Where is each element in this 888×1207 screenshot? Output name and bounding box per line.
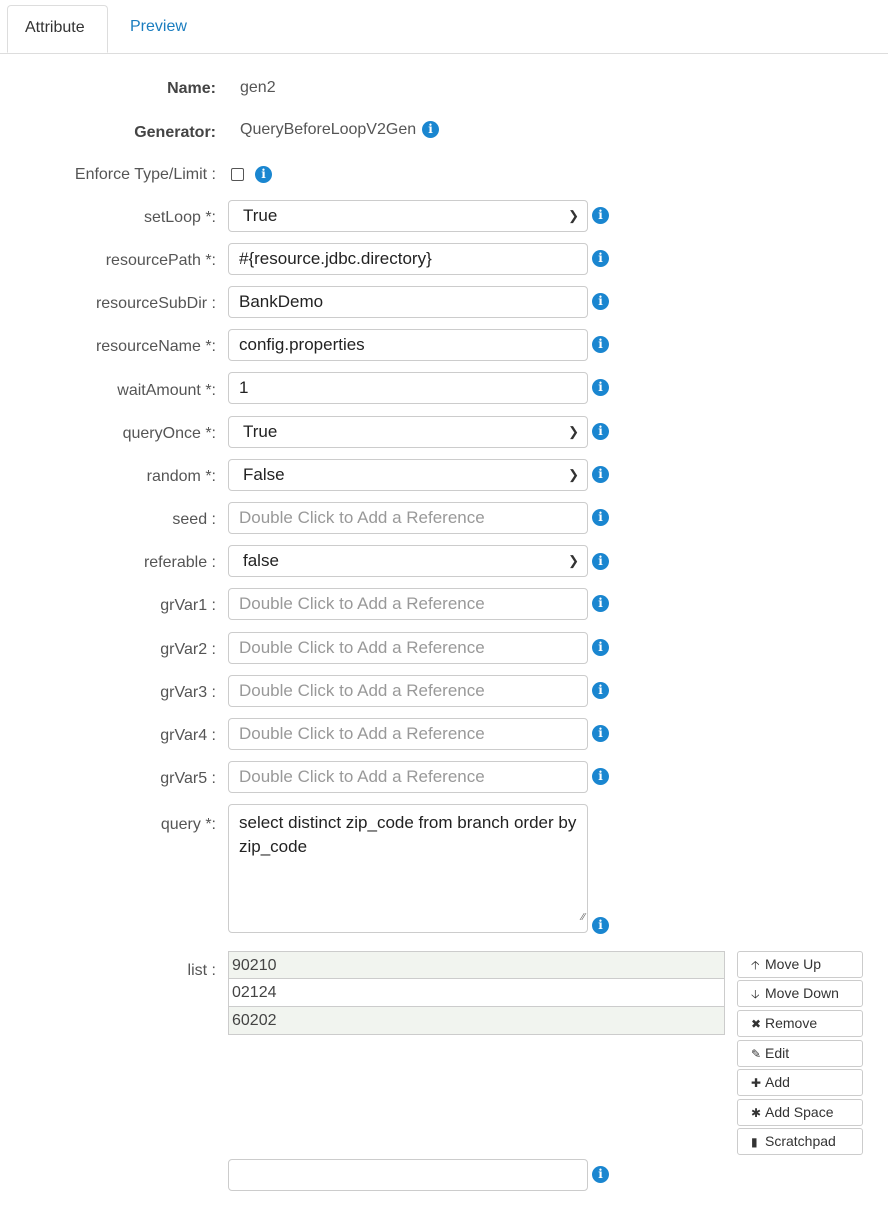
resourcepath-label: resourcePath *:: [105, 252, 216, 269]
info-icon[interactable]: i: [592, 509, 609, 526]
tab-bar: [0, 0, 888, 54]
resourcepath-input[interactable]: #{resource.jdbc.directory}: [228, 243, 588, 275]
remove-label: Remove: [765, 1015, 818, 1031]
queryonce-value: True: [243, 422, 278, 441]
resourcesubdir-input[interactable]: BankDemo: [228, 286, 588, 318]
query-textarea[interactable]: [228, 804, 588, 933]
info-icon[interactable]: i: [422, 121, 439, 138]
tab-preview[interactable]: Preview: [130, 18, 187, 35]
list-item[interactable]: 90210: [228, 951, 725, 979]
info-icon[interactable]: i: [592, 639, 609, 656]
referable-value: false: [243, 551, 279, 570]
info-icon[interactable]: i: [592, 379, 609, 396]
seed-input[interactable]: Double Click to Add a Reference: [228, 502, 588, 534]
chevron-down-icon: ❯: [568, 467, 579, 482]
query-label: query *:: [160, 816, 216, 833]
info-icon[interactable]: i: [592, 336, 609, 353]
chevron-down-icon: ❯: [568, 208, 579, 223]
move-down-button[interactable]: [737, 980, 863, 1007]
info-icon[interactable]: i: [592, 917, 609, 934]
add-space-label: Add Space: [765, 1104, 834, 1120]
queryonce-label: queryOnce *:: [122, 425, 216, 442]
list-label: list :: [187, 962, 216, 979]
move-up-label: Move Up: [765, 956, 822, 972]
times-icon: ✖: [751, 1017, 762, 1031]
grvar1-input[interactable]: Double Click to Add a Reference: [228, 588, 588, 620]
info-icon[interactable]: i: [592, 423, 609, 440]
resourcename-label: resourceName *:: [95, 338, 216, 355]
referable-label: referable :: [143, 554, 216, 571]
setloop-value: True: [243, 206, 278, 225]
info-icon[interactable]: i: [592, 553, 609, 570]
file-icon: ▮: [751, 1135, 758, 1149]
chevron-down-icon: ❯: [568, 553, 579, 568]
waitamount-label: waitAmount *:: [117, 382, 216, 399]
pencil-icon: ✎: [751, 1047, 762, 1061]
random-value: False: [243, 465, 285, 484]
info-icon[interactable]: i: [255, 166, 272, 183]
name-value: gen2: [240, 79, 276, 96]
info-icon[interactable]: i: [592, 682, 609, 699]
grvar4-input[interactable]: Double Click to Add a Reference: [228, 718, 588, 750]
asterisk-icon: ✱: [751, 1106, 762, 1120]
move-down-label: Move Down: [765, 985, 839, 1001]
grvar2-input[interactable]: Double Click to Add a Reference: [228, 632, 588, 664]
setloop-label: setLoop *:: [143, 209, 216, 226]
info-icon[interactable]: i: [592, 250, 609, 267]
plus-icon: ✚: [751, 1076, 762, 1090]
arrow-up-icon: 🡡: [751, 958, 760, 972]
scratchpad-label: Scratchpad: [765, 1133, 836, 1149]
grvar2-label: grVar2 :: [160, 641, 216, 658]
remove-button[interactable]: [737, 1010, 863, 1037]
add-label: Add: [765, 1074, 790, 1090]
queryonce-select[interactable]: [228, 416, 588, 448]
generator-label: Generator:: [134, 124, 216, 141]
info-icon[interactable]: i: [592, 725, 609, 742]
info-icon[interactable]: i: [592, 466, 609, 483]
setloop-select[interactable]: [228, 200, 588, 232]
list-item[interactable]: 02124: [228, 979, 725, 1007]
name-label: Name:: [167, 80, 216, 97]
random-label: random *:: [146, 468, 216, 485]
enforce-label: Enforce Type/Limit :: [74, 166, 216, 183]
resourcesubdir-label: resourceSubDir :: [95, 295, 216, 312]
move-up-button[interactable]: [737, 951, 863, 978]
grvar4-label: grVar4 :: [160, 727, 216, 744]
info-icon[interactable]: i: [592, 595, 609, 612]
grvar3-input[interactable]: Double Click to Add a Reference: [228, 675, 588, 707]
list-entry-input[interactable]: [228, 1159, 588, 1191]
value-list: [228, 951, 725, 1035]
chevron-down-icon: ❯: [568, 424, 579, 439]
info-icon[interactable]: i: [592, 293, 609, 310]
edit-button[interactable]: [737, 1040, 863, 1067]
add-button[interactable]: [737, 1069, 863, 1096]
seed-label: seed :: [172, 511, 216, 528]
info-icon[interactable]: i: [592, 1166, 609, 1183]
resize-handle-icon[interactable]: ∕∕: [581, 912, 585, 923]
list-item[interactable]: 60202: [228, 1007, 725, 1035]
random-select[interactable]: [228, 459, 588, 491]
grvar5-input[interactable]: Double Click to Add a Reference: [228, 761, 588, 793]
resourcename-input[interactable]: config.properties: [228, 329, 588, 361]
scratchpad-button[interactable]: [737, 1128, 863, 1155]
enforce-checkbox[interactable]: [231, 168, 244, 181]
waitamount-input[interactable]: 1: [228, 372, 588, 404]
grvar1-label: grVar1 :: [160, 597, 216, 614]
grvar5-label: grVar5 :: [160, 770, 216, 787]
edit-label: Edit: [765, 1045, 790, 1061]
referable-select[interactable]: [228, 545, 588, 577]
add-space-button[interactable]: [737, 1099, 863, 1126]
arrow-down-icon: 🡣: [751, 987, 760, 1001]
info-icon[interactable]: i: [592, 768, 609, 785]
generator-value: QueryBeforeLoopV2Gen: [240, 121, 417, 138]
query-text: select distinct zip_code from branch order by zip_code: [239, 813, 577, 856]
info-icon[interactable]: i: [592, 207, 609, 224]
tab-attribute[interactable]: Attribute: [7, 5, 108, 53]
grvar3-label: grVar3 :: [160, 684, 216, 701]
